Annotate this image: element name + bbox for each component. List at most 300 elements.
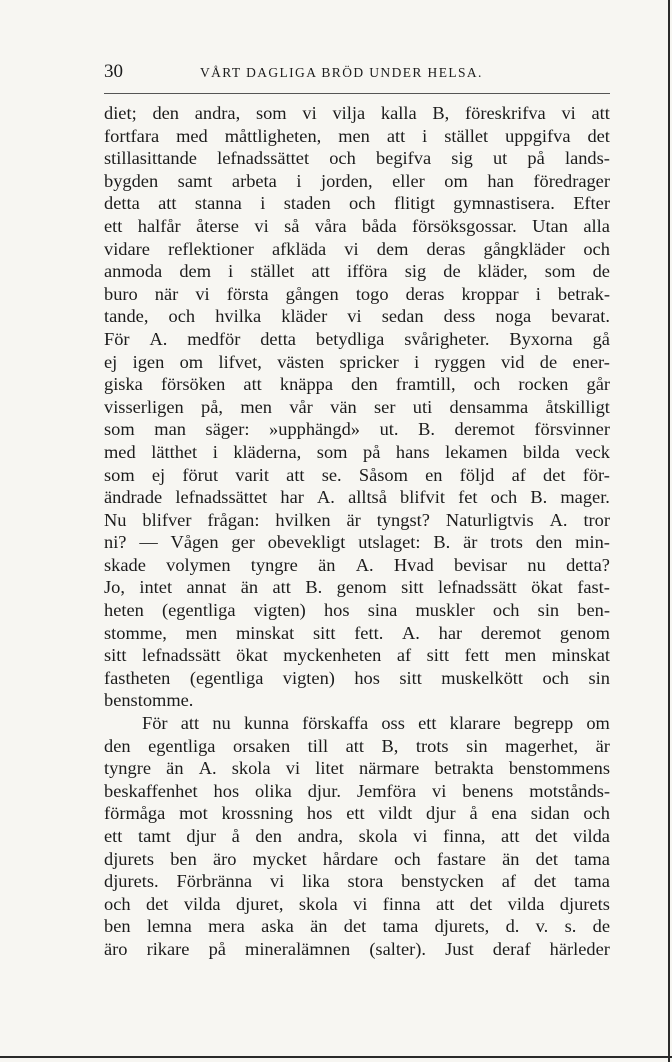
text-line	[104, 418, 610, 441]
word: kläder	[281, 306, 328, 327]
word: sitt	[312, 622, 336, 643]
word: fet	[458, 487, 478, 508]
word: volymen	[166, 554, 231, 575]
word: dess	[443, 306, 476, 327]
word: vän	[330, 396, 357, 417]
word: veck	[575, 441, 610, 462]
word: vigten)	[253, 600, 306, 621]
text-line	[104, 689, 610, 712]
word: vi	[432, 780, 447, 801]
word: det	[535, 848, 559, 869]
word: intet	[139, 577, 173, 598]
word: å	[469, 803, 478, 824]
word: Jemföra	[356, 780, 417, 801]
word: arbeta	[231, 170, 277, 191]
word: har	[280, 487, 304, 508]
text-line	[104, 825, 610, 848]
page-edge-bottom	[0, 1056, 672, 1058]
word: vi	[195, 283, 210, 304]
text-line	[104, 531, 610, 554]
word: ena	[491, 803, 517, 824]
word: på	[208, 938, 226, 959]
word: att	[501, 826, 520, 846]
word: motstånds-	[529, 780, 610, 801]
word: tyngre	[104, 758, 151, 779]
word: betydliga	[315, 328, 385, 349]
word: försvinner	[534, 419, 610, 440]
word: föreskrifva	[465, 103, 546, 123]
page-number: 30	[104, 61, 123, 82]
text-line	[104, 102, 610, 125]
word: ökat	[236, 645, 268, 666]
word: att	[435, 893, 455, 914]
word: krossning	[221, 803, 294, 824]
word: det	[535, 826, 558, 846]
word: lemna	[146, 916, 192, 937]
word: tror	[583, 509, 610, 530]
word: och	[104, 893, 131, 914]
word: han	[487, 170, 514, 191]
word: eller	[392, 170, 425, 191]
word: närmare	[359, 758, 420, 779]
word: »upphängd»	[269, 419, 360, 440]
word: än	[240, 577, 259, 598]
word: är	[463, 532, 478, 553]
word: buro	[104, 283, 138, 304]
word: att	[286, 464, 305, 485]
word: lefnadssätt	[438, 577, 517, 598]
text-line	[104, 396, 610, 419]
text-line	[104, 599, 610, 622]
word: hos	[306, 803, 333, 824]
word: reflektioner	[168, 238, 254, 259]
word: fett.	[354, 622, 384, 643]
word: som	[316, 441, 348, 462]
word: djurets	[104, 848, 155, 869]
word: betrak-	[557, 283, 610, 304]
word: nu	[527, 554, 546, 575]
word: B.	[418, 419, 435, 440]
text-line	[104, 622, 610, 645]
word: att	[272, 577, 291, 598]
word: kläder,	[477, 261, 528, 282]
word: vi	[347, 306, 362, 327]
word: vi	[344, 238, 359, 259]
word: v.	[535, 916, 549, 937]
word: finna,	[443, 826, 486, 846]
word: ett	[104, 826, 123, 846]
text-line	[104, 667, 610, 690]
word: sin	[537, 600, 560, 621]
word: djuret,	[235, 893, 284, 914]
word: säger:	[205, 419, 250, 440]
word: i	[228, 261, 234, 282]
word: A.	[317, 487, 335, 508]
word: hårdare	[322, 848, 379, 869]
word: sina	[367, 600, 398, 621]
word: båda	[361, 215, 397, 236]
text-line	[104, 215, 610, 238]
word: se.	[321, 464, 342, 485]
word: detta	[260, 328, 296, 349]
word: sin	[466, 735, 488, 756]
word: de	[592, 916, 610, 937]
word: detta?	[566, 554, 610, 575]
word: och	[583, 238, 610, 259]
word: än	[166, 758, 184, 779]
word: sitt	[104, 645, 127, 666]
word: å	[231, 826, 240, 846]
word: knäppa	[279, 374, 334, 395]
text-line	[104, 260, 610, 283]
word: om	[444, 170, 468, 191]
word: hvilken	[275, 509, 331, 530]
word: anmoda	[104, 261, 163, 282]
text-line	[104, 870, 610, 893]
word: skola	[231, 758, 271, 779]
word: ökat	[531, 577, 563, 598]
word: ändrade	[104, 487, 163, 508]
word: fast-	[577, 577, 610, 598]
word: benstycken	[401, 871, 484, 892]
text-line	[104, 915, 610, 938]
word: än	[318, 554, 336, 575]
word: noga	[495, 306, 532, 327]
word: förut	[182, 464, 219, 485]
word: andra,	[194, 103, 241, 123]
text-line	[104, 735, 610, 758]
word: återse	[196, 215, 239, 236]
word: trots	[415, 735, 449, 756]
running-title: VÅRT DAGLIGA BRÖD UNDER HELSA.	[200, 65, 483, 80]
word: tamt	[138, 826, 171, 846]
word: fett	[464, 645, 490, 666]
word: lefnadssättet	[217, 148, 310, 169]
word: muskler	[415, 600, 475, 621]
text-line	[104, 351, 610, 374]
word: och	[349, 193, 376, 214]
word: vidare	[104, 238, 150, 259]
word: A.	[198, 758, 217, 779]
word: beskaffenhet	[104, 780, 198, 801]
word: måttligheten,	[224, 125, 322, 146]
word: tama	[574, 848, 610, 869]
word: ben	[104, 916, 131, 937]
word: För	[104, 328, 130, 349]
word: myckenheten	[283, 645, 382, 666]
text-line	[104, 328, 610, 351]
word: för-	[582, 464, 610, 485]
word: i	[414, 351, 420, 372]
word: djurets,	[434, 916, 490, 937]
word: en	[425, 464, 443, 485]
word: i	[212, 441, 218, 462]
word: vår	[289, 396, 313, 417]
text-line	[104, 757, 610, 780]
word: djurets	[559, 893, 610, 914]
word: åtskilligt	[545, 396, 610, 417]
word: För	[142, 713, 168, 734]
word: och	[168, 306, 196, 327]
word: så	[284, 215, 300, 236]
word: samt	[177, 170, 213, 191]
text-line	[104, 170, 610, 193]
word: B,	[432, 103, 450, 123]
word: sitt	[401, 577, 424, 598]
word: när	[154, 283, 179, 304]
word: gå	[592, 328, 610, 349]
word: mot	[179, 803, 208, 824]
word: de	[539, 351, 558, 372]
word: än	[502, 848, 520, 869]
word: ryggen	[434, 351, 486, 372]
word: och	[473, 374, 501, 395]
word: första	[226, 283, 269, 304]
text-line	[104, 125, 610, 148]
word: den	[152, 103, 179, 123]
word: uppgifva	[505, 125, 571, 146]
word: (egentliga	[189, 667, 264, 688]
word: utslaget:	[358, 532, 421, 553]
word: deraf	[492, 938, 531, 959]
word: har	[438, 622, 463, 643]
word: af	[501, 871, 516, 892]
word: B,	[381, 735, 399, 756]
word: och	[492, 600, 520, 621]
word: vilda	[183, 893, 221, 914]
word: skola	[298, 893, 338, 914]
word: genom	[559, 622, 610, 643]
word: min-	[575, 532, 610, 553]
word: djur	[426, 803, 456, 824]
word: den	[351, 374, 378, 395]
word: skade	[104, 554, 146, 575]
word: djur	[186, 826, 216, 846]
word: sig	[451, 148, 473, 169]
word: vigten)	[282, 667, 335, 688]
word: det	[343, 916, 367, 937]
word: om	[179, 351, 204, 372]
word: minskat	[235, 622, 295, 643]
word: mager.	[560, 487, 610, 508]
word: lätthet	[151, 441, 198, 462]
word: dem	[179, 261, 212, 282]
word: deras	[405, 283, 445, 304]
word: lefnadssätt	[141, 645, 221, 666]
text-line	[104, 780, 610, 803]
text-line	[104, 576, 610, 599]
word: dem	[376, 238, 409, 259]
word: följd	[459, 464, 495, 485]
word: framtill,	[395, 374, 456, 395]
word: i	[296, 170, 302, 191]
word: A.	[549, 509, 568, 530]
word: att	[158, 193, 177, 214]
word: och	[490, 487, 518, 508]
word: stället	[444, 125, 489, 146]
word: föredrager	[533, 170, 610, 191]
word: lekamen	[445, 441, 508, 462]
word: kalla	[380, 103, 417, 123]
word: lika	[302, 871, 330, 892]
word: och	[583, 803, 610, 824]
word: muskelkött	[441, 667, 523, 688]
word: begrepp	[513, 713, 574, 734]
word: ej	[104, 351, 118, 372]
word: vid	[500, 351, 525, 372]
word: ej	[151, 464, 166, 485]
word: om	[586, 713, 610, 734]
word: djurets.	[104, 871, 159, 892]
text-line	[104, 893, 610, 916]
word: ett	[104, 215, 123, 236]
word: tyngst?	[376, 509, 430, 530]
word: det	[543, 464, 566, 485]
word: ett	[418, 713, 437, 734]
word: gymnastisera.	[453, 193, 555, 214]
word: sitt	[426, 645, 450, 666]
word: A.	[402, 622, 420, 643]
word: gången	[285, 283, 339, 304]
word: genom	[336, 577, 387, 598]
word: stomme,	[104, 622, 167, 643]
word: aska	[261, 916, 294, 937]
word: vi	[269, 871, 285, 892]
word: (egentliga	[162, 600, 236, 621]
word: Just	[445, 938, 474, 959]
word: alla	[583, 215, 610, 236]
word: den	[535, 532, 563, 553]
word: skola	[358, 826, 398, 846]
word: egentliga	[148, 735, 216, 756]
word: finna	[382, 893, 421, 914]
word: mycket	[252, 848, 307, 869]
word: kunna	[243, 713, 289, 734]
word: B.	[433, 532, 451, 553]
word: magerhet,	[505, 735, 579, 756]
word: mineralämnen	[245, 938, 351, 959]
word: men	[240, 396, 272, 417]
word: —	[139, 532, 158, 553]
word: våra	[314, 215, 347, 236]
word: benstommens	[508, 758, 610, 779]
text-line	[104, 644, 610, 667]
word: sedan	[381, 306, 424, 327]
word: hos	[323, 600, 350, 621]
word: fortfara	[104, 125, 160, 146]
body-text	[104, 102, 610, 961]
text-line	[104, 486, 610, 509]
word: mera	[208, 916, 245, 937]
word: Jo,	[104, 577, 125, 598]
text-line	[104, 802, 610, 825]
word: men	[504, 645, 537, 666]
word: till	[307, 735, 329, 756]
word: giska	[104, 374, 143, 395]
word: det	[145, 893, 169, 914]
text-line	[104, 848, 610, 871]
word: som	[544, 261, 576, 282]
text-line	[104, 554, 610, 577]
word: vi	[413, 826, 428, 846]
word: tama	[382, 916, 419, 937]
text-line	[104, 441, 610, 464]
word: sidan	[530, 803, 570, 824]
word: som	[104, 419, 135, 440]
word: betrakta	[434, 758, 494, 779]
word: stället	[250, 261, 295, 282]
word: medför	[187, 328, 241, 349]
word: härleder	[549, 938, 610, 959]
word: (salter).	[369, 938, 426, 959]
word: att	[345, 735, 365, 756]
word: d.	[505, 916, 520, 937]
word: klarare	[449, 713, 501, 734]
word: benstomme.	[104, 690, 194, 711]
word: alltså	[348, 487, 387, 508]
word: ener-	[572, 351, 610, 372]
word: bilda	[522, 441, 560, 462]
word: densamma	[449, 396, 529, 417]
word: går	[586, 374, 610, 395]
word: lefnadssättet	[175, 487, 268, 508]
word: annat	[186, 577, 227, 598]
word: sitt	[399, 667, 422, 688]
word: kläderna,	[233, 441, 302, 462]
word: sig	[404, 261, 427, 282]
text-line	[104, 509, 610, 532]
word: vilja	[332, 103, 366, 123]
word: Byxorna	[509, 328, 573, 349]
word: ut	[492, 148, 508, 169]
word: äro	[212, 848, 237, 869]
word: hvilka	[215, 306, 262, 327]
word: flitigt	[393, 193, 435, 214]
page-header	[104, 60, 610, 84]
word: igen	[132, 351, 165, 372]
word: att	[591, 103, 610, 123]
word: fastheten	[104, 667, 171, 688]
word: att	[243, 374, 262, 395]
word: vildt	[378, 803, 413, 824]
word: blifvit	[400, 487, 445, 508]
word: än	[310, 916, 328, 937]
text-line	[104, 464, 610, 487]
word: den	[255, 826, 282, 846]
word: det	[533, 871, 557, 892]
word: stora	[347, 871, 384, 892]
word: spricker	[339, 351, 399, 372]
word: västen	[277, 351, 325, 372]
word: de	[592, 261, 610, 282]
word: nu	[212, 713, 231, 734]
word: på,	[201, 396, 223, 417]
word: är	[346, 509, 361, 530]
word: halfår	[137, 215, 181, 236]
word: och	[394, 848, 421, 869]
word: ger	[231, 532, 255, 553]
word: försöksgossar.	[412, 215, 517, 236]
word: tama	[574, 871, 610, 892]
word: ben	[170, 848, 197, 869]
word: varit	[235, 464, 269, 485]
text-line	[104, 938, 610, 961]
word: lifvet,	[218, 351, 262, 372]
word: Vågen	[170, 532, 219, 553]
word: litet	[315, 758, 344, 779]
word: afkläda	[272, 238, 327, 259]
word: blifver	[142, 509, 192, 530]
